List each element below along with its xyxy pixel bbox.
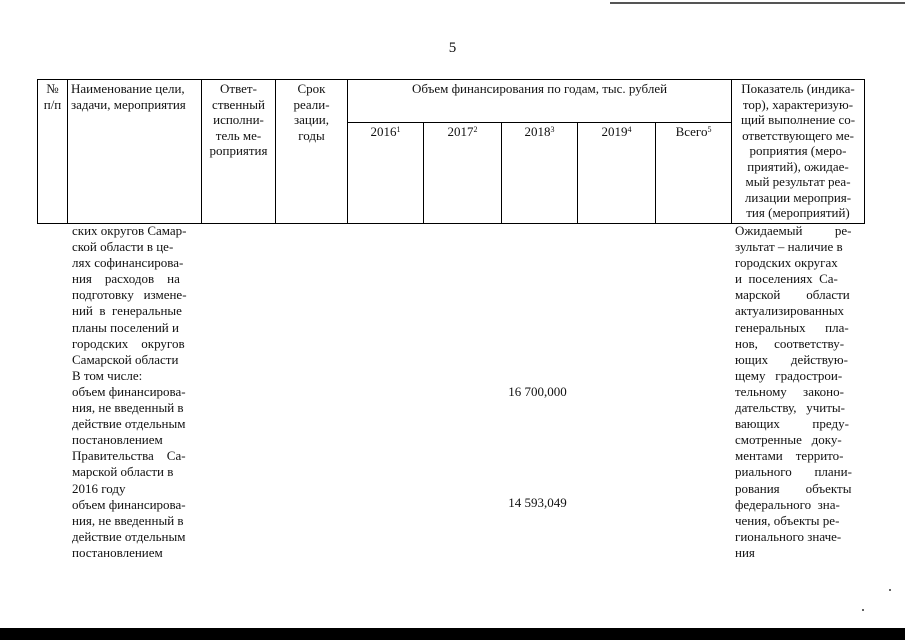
- footnote-mark: 5: [707, 125, 712, 134]
- scan-speck: [862, 609, 864, 611]
- header-year-2016: [348, 123, 424, 224]
- header-year-2018: [502, 123, 578, 224]
- year-label: 2019: [601, 124, 628, 139]
- year-label: 2017: [447, 124, 474, 139]
- header-financing: Объем финансирования по годам, тыс. рублей: [348, 80, 732, 123]
- header-indicator: Показатель (индика- тор), характеризую- щий выполнение со- ответствующего ме- роприятия (меро- приятий), ожидае- мый результат реа- лизации мероприя- тия (мероприятий): [732, 80, 865, 224]
- header-responsible: Ответ- ственный исполни- тель ме- роприятия: [202, 80, 276, 224]
- indicator-description: Ожидаемый ре- зультат – наличие в городских округах и поселениях Са- марской области актуализированных генеральных пла- нов, соответству- ющих действую- щему градострои- тельному законо- дательству, учиты- вающих преду- смотренные доку- ментами террито- риального плани- рования объекты федерального зна- чения, объекты ре- гионального значе- ния: [735, 223, 852, 560]
- footnote-mark: 4: [627, 125, 632, 134]
- header-total: [656, 123, 732, 224]
- scan-edge-line: [610, 2, 905, 4]
- footnote-mark: 1: [396, 125, 401, 134]
- scan-speck: [889, 589, 891, 591]
- page-number: 5: [448, 40, 457, 56]
- footnote-mark: 2: [473, 125, 478, 134]
- amount-2018-first: 16 700,000: [508, 384, 567, 399]
- footnote-mark: 3: [550, 125, 555, 134]
- header-term: Срок реали- зации, годы: [276, 80, 348, 224]
- year-label: 2018: [524, 124, 551, 139]
- year-label: Всего: [675, 124, 708, 139]
- scan-bottom-edge: [0, 628, 905, 640]
- header-name: Наименование цели, задачи, мероприятия: [68, 80, 202, 224]
- header-year-2019: [578, 123, 656, 224]
- header-year-2017: [424, 123, 502, 224]
- year-label: 2016: [370, 124, 397, 139]
- amount-2018-second: 14 593,049: [508, 495, 567, 510]
- header-num: № п/п: [38, 80, 68, 224]
- table-header: [37, 79, 865, 224]
- measure-description: ских округов Самар- ской области в це- лях софинансирова- ния расходов на подготовку измене- ний в генеральные планы поселений и городских округов Самарской области В том числе: объем финансирова- ния, не введенный в действие отдельным постановлением Правительства Са- марской области в 2016 году объем финансирова- ния, не введенный в действие отдельным постановлением: [72, 223, 187, 560]
